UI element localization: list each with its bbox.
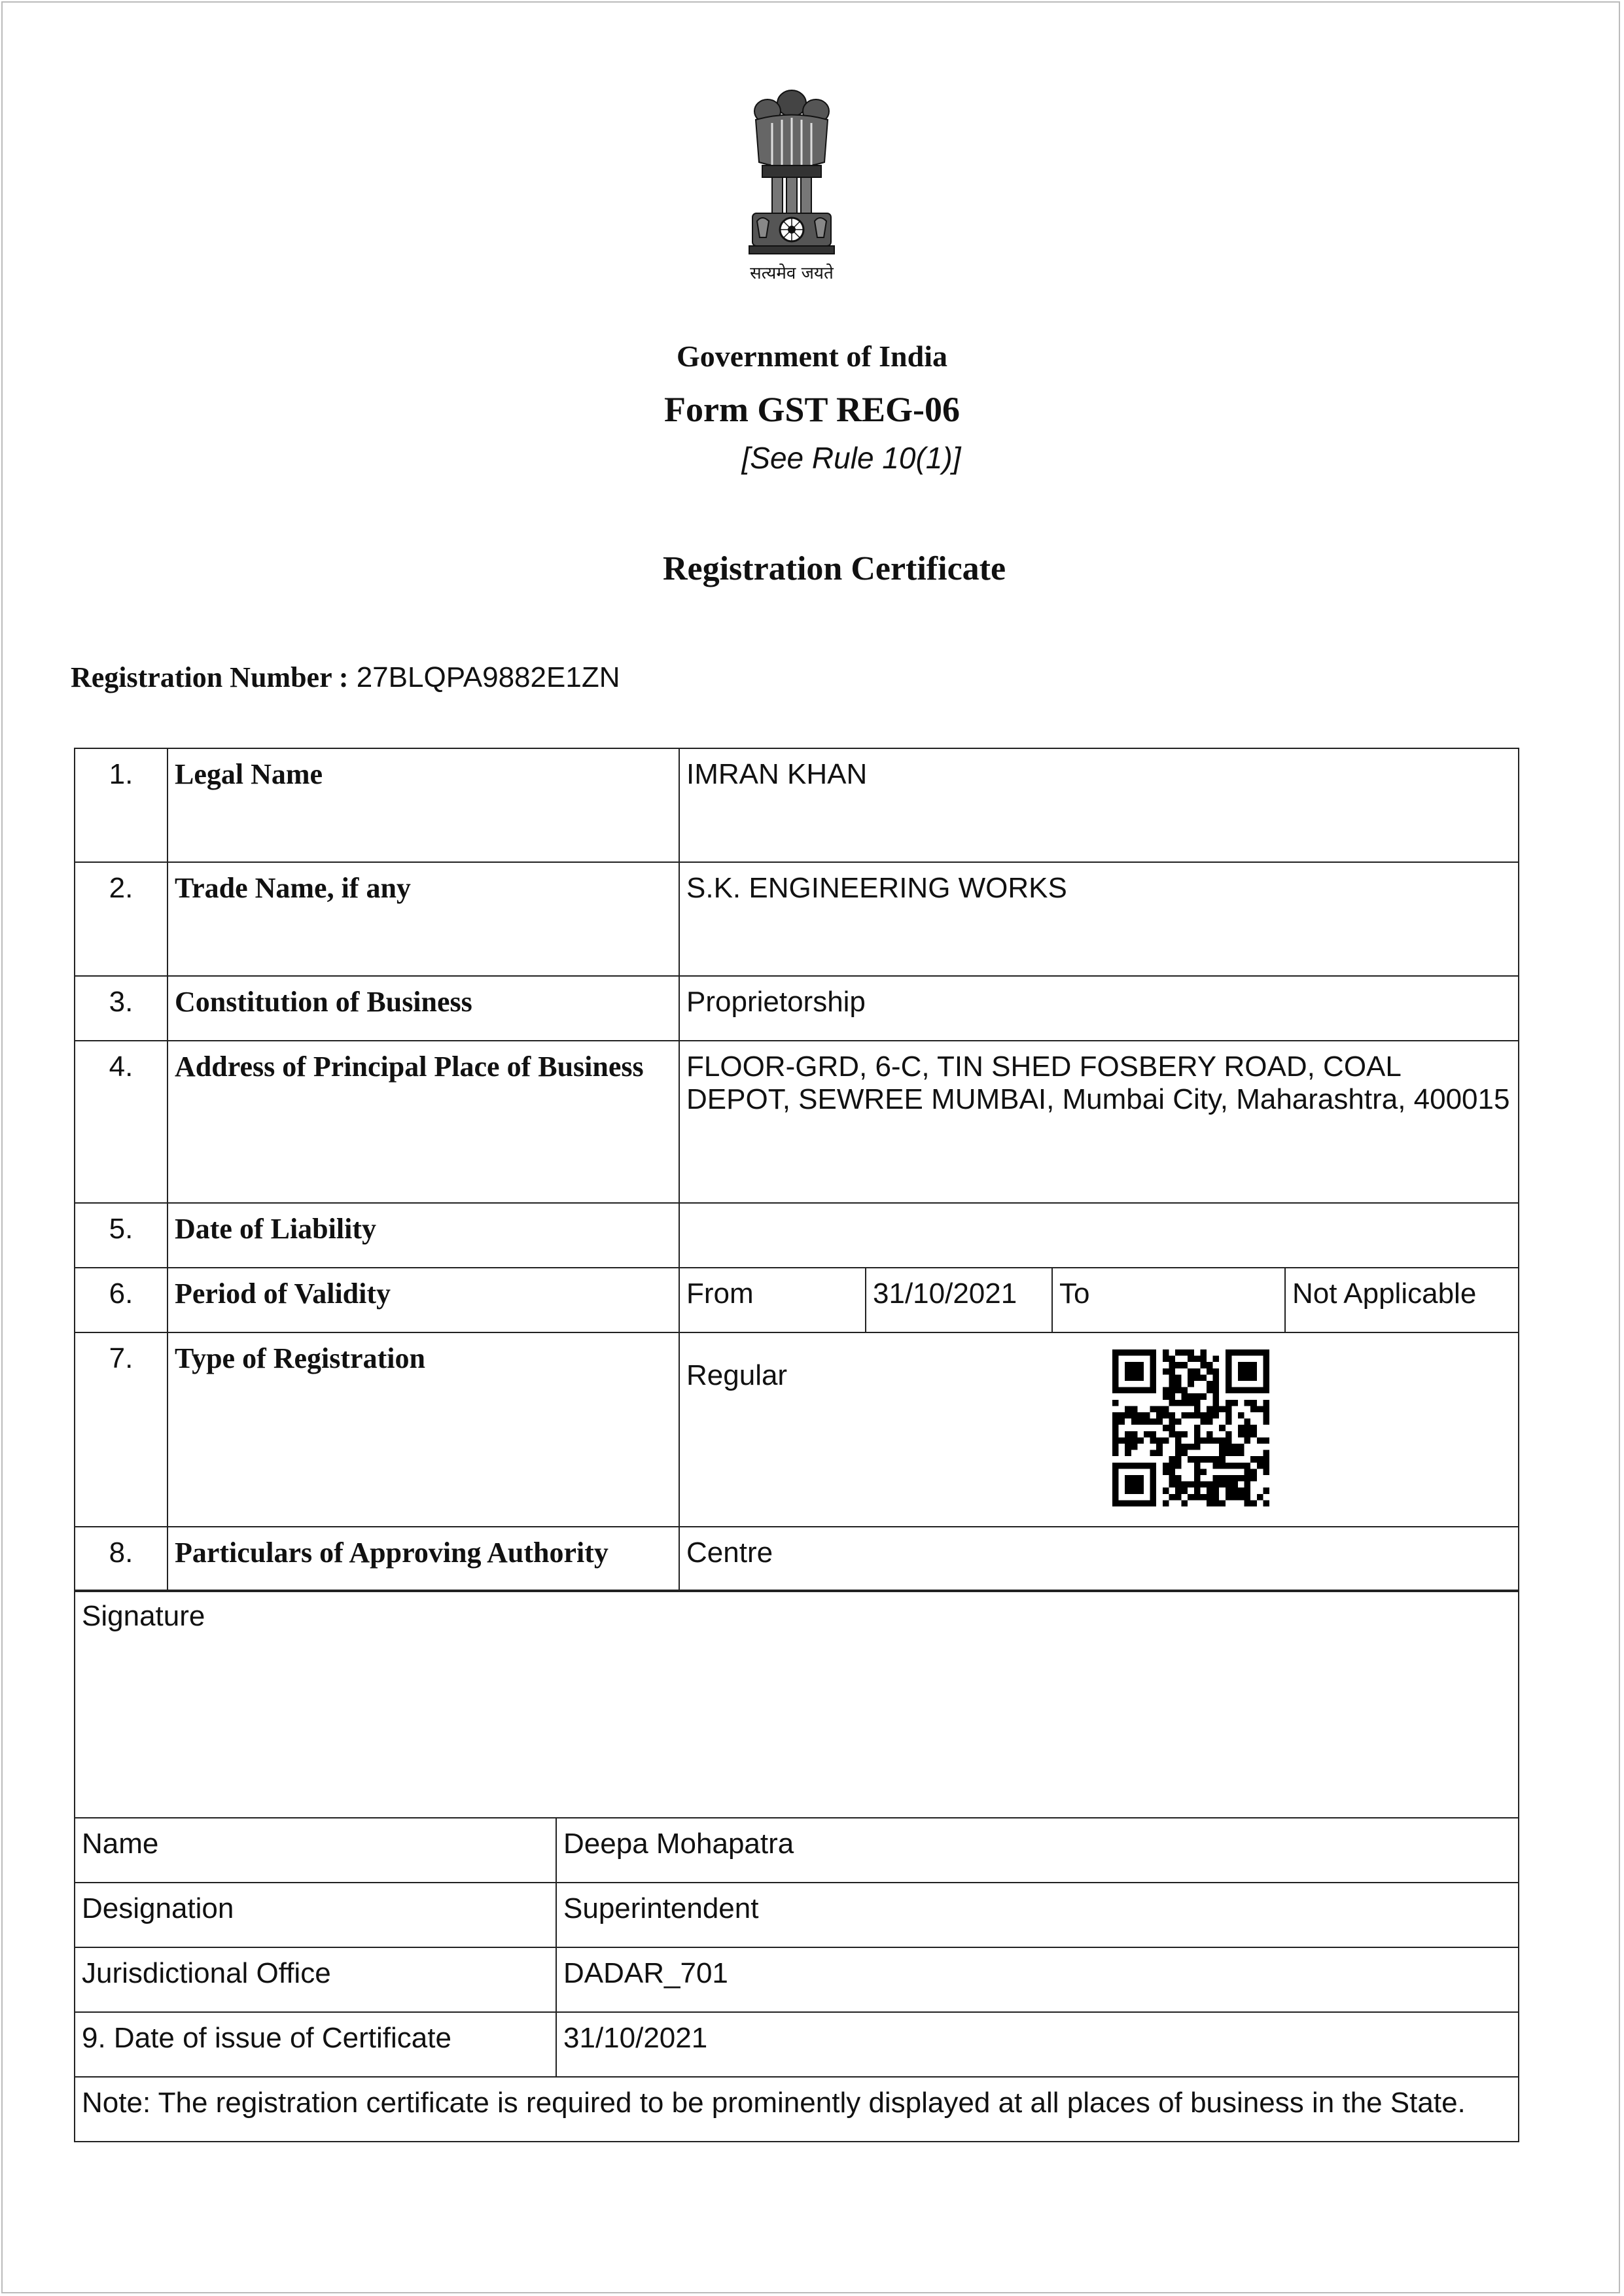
trade-name-value: S.K. ENGINEERING WORKS [679, 862, 1519, 976]
validity-to-label: To [1052, 1268, 1285, 1332]
national-emblem-icon [736, 84, 847, 260]
row-number: 6. [75, 1268, 168, 1332]
form-heading: Form GST REG-06 [663, 390, 960, 429]
table-row [75, 2012, 1519, 2077]
table-row [75, 862, 1519, 976]
row-label: Particulars of Approving Authority [168, 1527, 679, 1592]
qr-code-icon [1112, 1346, 1269, 1510]
designation-value: Superintendent [556, 1883, 1519, 1947]
jurisdictional-office-label: Jurisdictional Office [75, 1947, 556, 2012]
registration-number-line [71, 661, 620, 694]
row-number: 3. [75, 976, 168, 1041]
registration-number-value: 27BLQPA9882E1ZN [356, 661, 620, 693]
name-label: Name [75, 1818, 556, 1883]
constitution-value: Proprietorship [679, 976, 1519, 1041]
address-value: FLOOR-GRD, 6-C, TIN SHED FOSBERY ROAD, COAL DEPOT, SEWREE MUMBAI, Mumbai City, Maharashtra, 400015 [679, 1041, 1519, 1203]
issue-date-value: 31/10/2021 [556, 2012, 1519, 2077]
certificate-title: Registration Certificate [662, 550, 1006, 587]
table-row [75, 1268, 1519, 1332]
details-table [74, 748, 1519, 1592]
legal-name-value: IMRAN KHAN [679, 748, 1519, 862]
row-label: Date of Liability [168, 1203, 679, 1268]
name-value: Deepa Mohapatra [556, 1818, 1519, 1883]
table-row [75, 1203, 1519, 1268]
display-note: Note: The registration certificate is required to be prominently displayed at all places of business in the State. [75, 2077, 1519, 2142]
row-label: Address of Principal Place of Business [168, 1041, 679, 1203]
jurisdictional-office-value: DADAR_701 [556, 1947, 1519, 2012]
table-row [75, 1527, 1519, 1592]
registration-type-value: Regular [679, 1332, 1519, 1527]
table-row [75, 976, 1519, 1041]
validity-from-label: From [679, 1268, 866, 1332]
table-row [75, 748, 1519, 862]
row-number: 5. [75, 1203, 168, 1268]
motto-text: सत्यमेव जयते [750, 264, 834, 283]
registration-number-label: Registration Number : [71, 661, 349, 693]
row-label: Period of Validity [168, 1268, 679, 1332]
table-row [75, 1041, 1519, 1203]
row-label: Type of Registration [168, 1332, 679, 1527]
row-number: 2. [75, 862, 168, 976]
table-row [75, 1590, 1519, 1818]
validity-to-value: Not Applicable [1285, 1268, 1519, 1332]
government-heading: Government of India [677, 339, 947, 373]
signature-label: Signature [75, 1590, 1519, 1818]
table-row [75, 2077, 1519, 2142]
approving-authority-value: Centre [679, 1527, 1519, 1592]
row-number: 7. [75, 1332, 168, 1527]
row-number: 1. [75, 748, 168, 862]
row-label: Legal Name [168, 748, 679, 862]
signature-table [74, 1590, 1519, 2142]
row-label: Constitution of Business [168, 976, 679, 1041]
validity-from-value: 31/10/2021 [866, 1268, 1052, 1332]
date-of-liability-value [679, 1203, 1519, 1268]
issue-date-label: 9. Date of issue of Certificate [75, 2012, 556, 2077]
table-row [75, 1332, 1519, 1527]
table-row [75, 1883, 1519, 1947]
rule-reference: [See Rule 10(1)] [741, 441, 961, 475]
row-label: Trade Name, if any [168, 862, 679, 976]
table-row [75, 1818, 1519, 1883]
row-number: 8. [75, 1527, 168, 1592]
designation-label: Designation [75, 1883, 556, 1947]
table-row [75, 1947, 1519, 2012]
row-number: 4. [75, 1041, 168, 1203]
